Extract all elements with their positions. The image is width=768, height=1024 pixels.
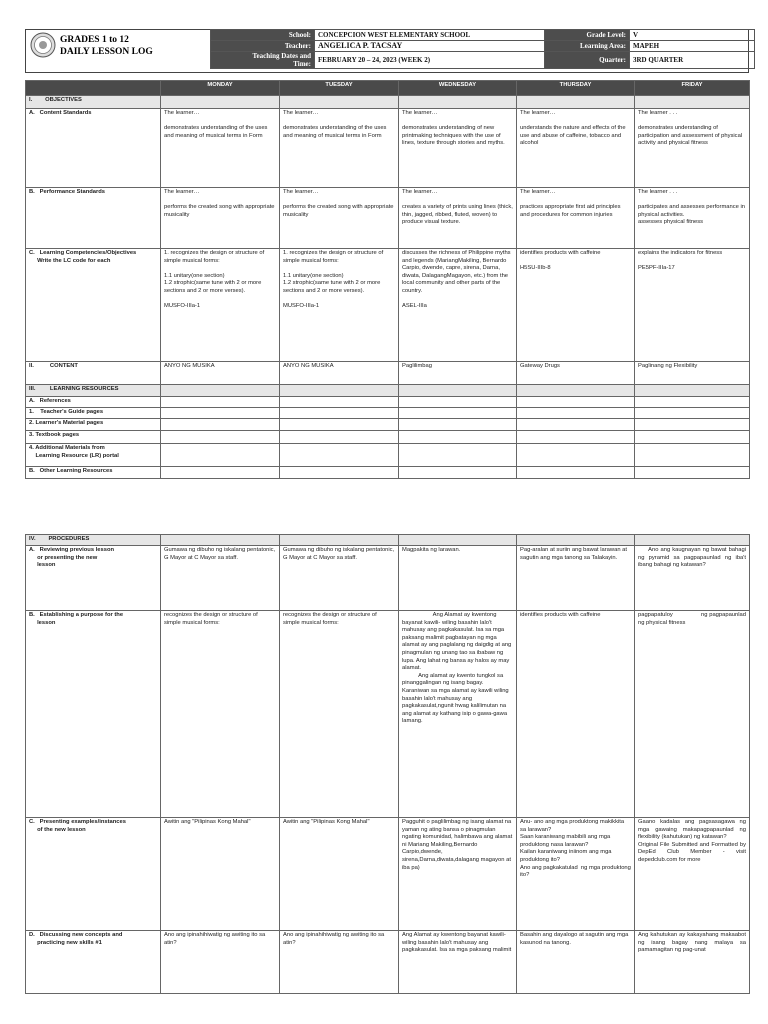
day-cell bbox=[161, 467, 280, 479]
day-cell: The learner… creates a variety of prints using lines (thick, thin, jagged, ribbed, fluted, woven) to produce visual texture. bbox=[399, 188, 517, 249]
day-cell bbox=[517, 444, 635, 467]
day-cell: Paglinang ng Flexibility bbox=[635, 362, 750, 385]
table-row bbox=[26, 397, 750, 408]
day-cell: The learner . . . participates and assesses performance in physical activities. assesses physical fitness bbox=[635, 188, 750, 249]
day-cell: recognizes the design or structure of simple musical forms: bbox=[280, 611, 399, 818]
day-cell: Ang kahutukan ay kakayahang makaabot ng isang bagay nang malaya sa pamamagitan ng pag-unat bbox=[635, 931, 750, 994]
row-label: I. OBJECTIVES bbox=[26, 96, 161, 109]
day-friday: FRIDAY bbox=[635, 81, 750, 96]
day-cell bbox=[635, 408, 750, 419]
day-cell bbox=[399, 431, 517, 444]
quarter-value: 3RD QUARTER bbox=[630, 52, 755, 69]
day-cell bbox=[517, 96, 635, 109]
table-row bbox=[26, 362, 750, 385]
day-cell bbox=[280, 444, 399, 467]
row-label: C. Presenting examples/instances of the new lesson bbox=[26, 818, 161, 931]
row-label: A. Content Standards bbox=[26, 109, 161, 188]
day-cell bbox=[517, 385, 635, 397]
day-cell: Ano ang ipinahihiwatig ng awiting ito sa atin? bbox=[161, 931, 280, 994]
day-cell bbox=[161, 408, 280, 419]
area-label: Learning Area: bbox=[545, 41, 630, 52]
grade-label: Grade Level: bbox=[545, 30, 630, 41]
day-cell bbox=[635, 385, 750, 397]
day-cell bbox=[517, 535, 635, 546]
day-cell: identifies products with caffeine H5SU-IIIb-8 bbox=[517, 249, 635, 362]
row-label: 3. Textbook pages bbox=[26, 431, 161, 444]
day-cell: The learner… demonstrates understanding of the uses and meaning of musical terms in Form bbox=[280, 109, 399, 188]
day-cell: Magpakita ng larawan. bbox=[399, 546, 517, 611]
day-cell bbox=[635, 397, 750, 408]
day-cell: Paglilimbag bbox=[399, 362, 517, 385]
day-cell: explains the indicators for fitness PE5PF-IIIa-17 bbox=[635, 249, 750, 362]
grade-value: V bbox=[630, 30, 755, 41]
dates-value: FEBRUARY 20 – 24, 2023 (WEEK 2) bbox=[315, 52, 545, 69]
day-monday: MONDAY bbox=[161, 81, 280, 96]
day-cell: Gateway Drugs bbox=[517, 362, 635, 385]
objectives-table bbox=[25, 80, 750, 479]
day-cell: Basahin ang dayalogo at sagutin ang mga kasunod na tanong. bbox=[517, 931, 635, 994]
row-label: 2. Learner's Material pages bbox=[26, 419, 161, 431]
day-cell: Ano ang kaugnayan ng bawat bahagi ng pyramid sa pagpapaunlad ng iba't ibang bahagi ng katawan? bbox=[635, 546, 750, 611]
title-dll: DAILY LESSON LOG bbox=[60, 47, 153, 57]
teacher-label: Teacher: bbox=[211, 41, 315, 52]
day-cell bbox=[280, 408, 399, 419]
row-label: D. Discussing new concepts and practicing new skills #1 bbox=[26, 931, 161, 994]
day-cell: The learner… performs the created song with appropriate musicality bbox=[280, 188, 399, 249]
day-cell bbox=[280, 96, 399, 109]
day-cell bbox=[161, 397, 280, 408]
day-wednesday: WEDNESDAY bbox=[399, 81, 517, 96]
day-cell bbox=[635, 431, 750, 444]
day-cell: The learner… understands the nature and effects of the use and abuse of caffeine, tobacco and alcohol bbox=[517, 109, 635, 188]
table-row bbox=[26, 408, 750, 419]
day-cell: ANYO NG MUSIKA bbox=[280, 362, 399, 385]
day-cell bbox=[280, 431, 399, 444]
day-cell bbox=[280, 535, 399, 546]
day-cell bbox=[635, 467, 750, 479]
day-cell bbox=[399, 419, 517, 431]
table-row bbox=[26, 467, 750, 479]
day-cell: pagpapatuloy ng pagpapaunlad ng physical fitness bbox=[635, 611, 750, 818]
day-cell: Pagguhit o paglilimbag ng isang alamat na yaman ng ating bansa o pinagmulan ngating komunidad, halimbawa ang alamat ni Mariang Makiling,Bernardo Carpio,dwende, sirena,Darna,diwata,dalagang magayon at iba pa) bbox=[399, 818, 517, 931]
day-cell: Anu- ano ang mga produktong makikkita sa larawan? Saan karaniwang mabibili ang mga produktong nasa larawan? Kailan karaniwang iniinom ang mga produktong ito? Ano ang pagkakatulad ng mga produktong ito? bbox=[517, 818, 635, 931]
table-row bbox=[26, 96, 750, 109]
table-row bbox=[26, 188, 750, 249]
day-cell bbox=[399, 408, 517, 419]
day-cell: Gaano kadalas ang pagsasagawa ng mga gawaing makapagpapaunlad ng flexibility (kahutukan) ng katawan? Original File Submitted and Formatted by DepEd Club Member - visit depedclub.com for more bbox=[635, 818, 750, 931]
day-header-row bbox=[26, 81, 750, 96]
day-cell: 1. recognizes the design or structure of simple musical forms: 1.1 unitary(one section) 1.2 strophic(same tune with 2 or more sections and 2 or more verses). MUSFO-IIIa-1 bbox=[280, 249, 399, 362]
day-cell bbox=[280, 385, 399, 397]
row-label: A. Reviewing previous lesson or presenting the new lesson bbox=[26, 546, 161, 611]
table-row bbox=[26, 385, 750, 397]
day-cell bbox=[161, 96, 280, 109]
school-label: School: bbox=[211, 30, 315, 41]
quarter-label: Quarter: bbox=[545, 52, 630, 69]
day-cell: The learner… demonstrates understanding of new printmaking techniques with the use of lines, texture through stories and myths. bbox=[399, 109, 517, 188]
day-cell bbox=[161, 431, 280, 444]
day-cell bbox=[280, 397, 399, 408]
day-cell: Awitin ang "Pilipinas Kong Mahal" bbox=[161, 818, 280, 931]
row-label: III. LEARNING RESOURCES bbox=[26, 385, 161, 397]
day-cell bbox=[635, 444, 750, 467]
row-label: B. Performance Standards bbox=[26, 188, 161, 249]
day-cell: recognizes the design or structure of simple musical forms: bbox=[161, 611, 280, 818]
row-label: IV. PROCEDURES bbox=[26, 535, 161, 546]
day-cell: Pag-aralan at suriin ang bawat larawan at sagutin ang mga tanong sa Talakayin. bbox=[517, 546, 635, 611]
day-cell bbox=[399, 397, 517, 408]
day-cell: The learner… performs the created song with appropriate musicality bbox=[161, 188, 280, 249]
day-cell: Ang Alamat ay kwentong bayanat kawili- wiling basahin lalo't mahusay ang pagkakasulat. Isa sa mga paksang malimit pagbatayan ng mga alamat ay ang paglalang ng daigdig at ang pinagmulan ng unang tao sa ibabaw ng lupa. Ang lahat ng bansa ay halos ay may alamat. Ang alamat ay kwento tungkol sa pinanggalingan ng isang bagay. Karaniwan sa mga alamat ay kawili wiling basahin lalo't mahusay ang pagkakasulat,ngunit hwag kalilimutan na ang alamat ay kathang isip o gawa-gawa lamang. bbox=[399, 611, 517, 818]
table-row bbox=[26, 931, 750, 994]
day-cell bbox=[399, 385, 517, 397]
day-cell bbox=[517, 419, 635, 431]
day-cell bbox=[280, 467, 399, 479]
table-row bbox=[26, 431, 750, 444]
dates-label: Teaching Dates and Time: bbox=[211, 52, 315, 69]
day-cell bbox=[635, 419, 750, 431]
teacher-value: ANGELICA P. TACSAY bbox=[315, 41, 545, 52]
day-cell bbox=[161, 419, 280, 431]
procedures-table bbox=[25, 534, 750, 994]
table-row bbox=[26, 419, 750, 431]
day-tuesday: TUESDAY bbox=[280, 81, 399, 96]
row-label: A. References bbox=[26, 397, 161, 408]
day-cell: identifies products with caffeine bbox=[517, 611, 635, 818]
row-label: 1. Teacher's Guide pages bbox=[26, 408, 161, 419]
day-cell: Gumawa ng dibuho ng iskalang pentatonic, G Mayor at C Mayor sa staff. bbox=[161, 546, 280, 611]
table-row bbox=[26, 611, 750, 818]
school-value: CONCEPCION WEST ELEMENTARY SCHOOL bbox=[315, 30, 545, 41]
day-cell: The learner . . . demonstrates understanding of participation and assessment of physical activity and physical fitness bbox=[635, 109, 750, 188]
deped-seal-icon bbox=[30, 32, 56, 58]
title-grades: GRADES 1 to 12 bbox=[60, 35, 129, 45]
day-cell bbox=[280, 419, 399, 431]
day-cell: 1. recognizes the design or structure of simple musical forms: 1.1 unitary(one section) 1.2 strophic(same tune with 2 or more sections and 2 or more verses). MUSFO-IIIa-1 bbox=[161, 249, 280, 362]
day-cell bbox=[635, 535, 750, 546]
table-row bbox=[26, 818, 750, 931]
day-cell bbox=[517, 431, 635, 444]
day-cell: Awitin ang "Pilipinas Kong Mahal" bbox=[280, 818, 399, 931]
day-cell bbox=[399, 96, 517, 109]
table-row bbox=[26, 535, 750, 546]
day-cell bbox=[517, 397, 635, 408]
table-row bbox=[26, 249, 750, 362]
table-row bbox=[26, 546, 750, 611]
table-row bbox=[26, 109, 750, 188]
day-cell: The learner… practices appropriate first aid principles and procedures for common injuries bbox=[517, 188, 635, 249]
day-thursday: THURSDAY bbox=[517, 81, 635, 96]
day-cell bbox=[517, 408, 635, 419]
day-cell bbox=[161, 444, 280, 467]
day-cell bbox=[635, 96, 750, 109]
day-cell bbox=[399, 467, 517, 479]
row-label: B. Other Learning Resources bbox=[26, 467, 161, 479]
row-label: 4. Additional Materials from Learning Resource (LR) portal bbox=[26, 444, 161, 467]
header-info-table bbox=[210, 29, 755, 69]
day-cell: Gumawa ng dibuho ng iskalang pentatonic, G Mayor at C Mayor sa staff. bbox=[280, 546, 399, 611]
day-cell bbox=[517, 467, 635, 479]
table-row bbox=[26, 444, 750, 467]
day-cell: Ano ang ipinahihiwatig ng awiting ito sa atin? bbox=[280, 931, 399, 994]
day-cell bbox=[399, 444, 517, 467]
day-cell: ANYO NG MUSIKA bbox=[161, 362, 280, 385]
area-value: MAPEH bbox=[630, 41, 755, 52]
day-cell bbox=[399, 535, 517, 546]
day-cell bbox=[161, 535, 280, 546]
row-label: C. Learning Competencies/Objectives Write the LC code for each bbox=[26, 249, 161, 362]
day-cell bbox=[161, 385, 280, 397]
day-cell: Ang Alamat ay kwentong bayanat kawili- wiling basahin lalo't mahusay ang pagkakasulat. Isa sa mga paksang malimit bbox=[399, 931, 517, 994]
day-cell: The learner… demonstrates understanding of the uses and meaning of musical terms in Form bbox=[161, 109, 280, 188]
day-cell: discusses the richness of Philippine myths and legends (MariangMakiling, Bernardo Carpio, dwende, capre, sirena, Darna, diwata, DalagangMagayon, etc.) from the local community and other parts of the country. ASEL-IIIa bbox=[399, 249, 517, 362]
row-label: B. Establishing a purpose for the lesson bbox=[26, 611, 161, 818]
row-label: II. CONTENT bbox=[26, 362, 161, 385]
